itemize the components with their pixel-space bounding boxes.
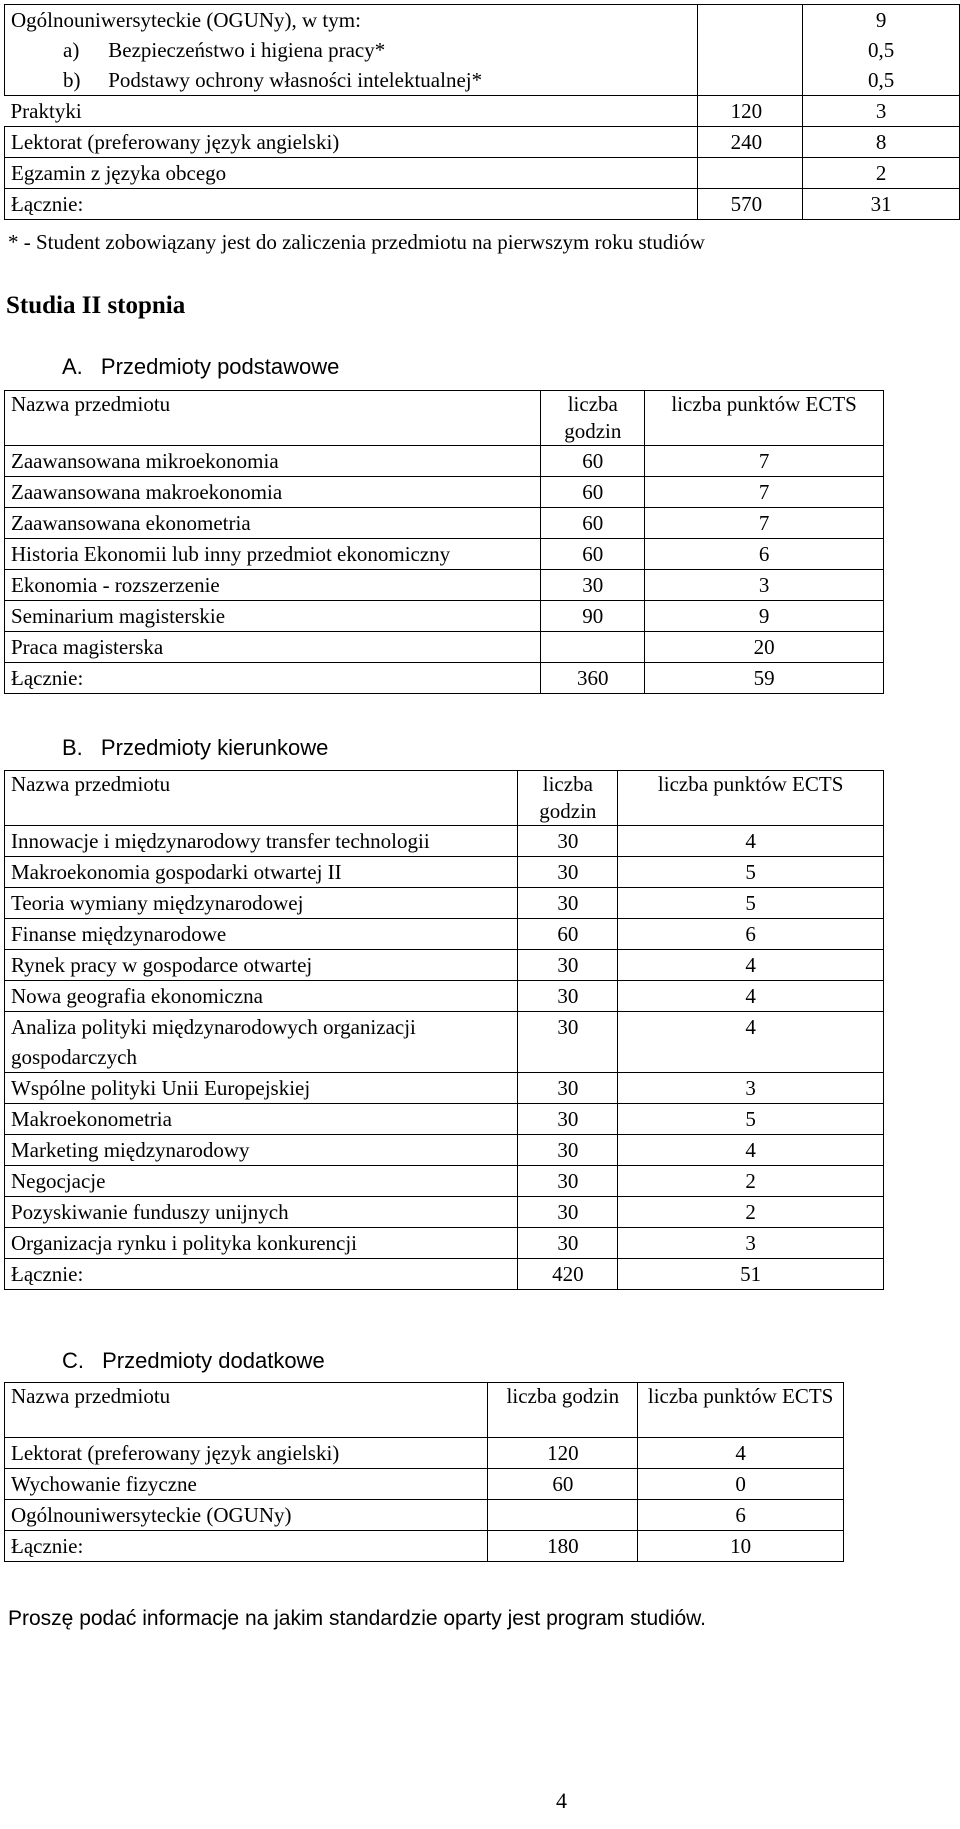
table-row xyxy=(5,663,884,694)
section-c-table xyxy=(4,1382,844,1562)
sub-label: b) xyxy=(63,68,81,92)
cell-name xyxy=(5,35,698,65)
cell-name: Łącznie: xyxy=(5,189,698,220)
table-row xyxy=(5,826,884,857)
cell-name: Zaawansowana mikroekonomia xyxy=(5,446,541,477)
cell-name xyxy=(5,65,698,96)
cell-ects: 5 xyxy=(618,857,884,888)
cell-ects: 0,5 xyxy=(803,65,960,96)
page-number: 4 xyxy=(556,1788,567,1813)
section-a-table xyxy=(4,390,884,694)
cell-ects: 3 xyxy=(645,570,884,601)
table-row xyxy=(5,1166,884,1197)
cell-hours: 30 xyxy=(518,1228,618,1259)
table-row xyxy=(5,539,884,570)
section-b-table xyxy=(4,770,884,1290)
cell-hours: 180 xyxy=(488,1531,638,1562)
cell-name: Ogólnouniwersyteckie (OGUNy) xyxy=(5,1500,488,1531)
cell-name: Łącznie: xyxy=(5,663,541,694)
table-row xyxy=(5,96,960,127)
cell-hours: 240 xyxy=(698,127,803,158)
cell-hours: 120 xyxy=(488,1438,638,1469)
header-name: Nazwa przedmiotu xyxy=(5,391,541,446)
cell-name: Łącznie: xyxy=(5,1259,518,1290)
cell-name: Marketing międzynarodowy xyxy=(5,1135,518,1166)
cell-hours: 30 xyxy=(518,826,618,857)
cell-name: Makroekonometria xyxy=(5,1104,518,1135)
header-ects: liczba punktów ECTS xyxy=(638,1383,844,1438)
cell-ects: 5 xyxy=(618,888,884,919)
cell-ects: 4 xyxy=(618,1135,884,1166)
cell-ects: 2 xyxy=(803,158,960,189)
section-title: Przedmioty dodatkowe xyxy=(102,1348,325,1373)
table-row xyxy=(5,1104,884,1135)
cell-name: Lektorat (preferowany język angielski) xyxy=(5,1438,488,1469)
table-row xyxy=(5,1228,884,1259)
level-heading: Studia II stopnia xyxy=(6,292,186,319)
cell-hours xyxy=(698,5,803,36)
table-row xyxy=(5,1012,884,1073)
table-row xyxy=(5,601,884,632)
cell-hours xyxy=(698,158,803,189)
cell-name: Wychowanie fizyczne xyxy=(5,1469,488,1500)
table-header-row xyxy=(5,771,884,826)
table-row xyxy=(5,570,884,601)
cell-ects: 4 xyxy=(618,826,884,857)
cell-hours xyxy=(698,35,803,65)
table-row xyxy=(5,1197,884,1228)
cell-hours: 60 xyxy=(541,539,645,570)
table-row xyxy=(5,888,884,919)
cell-name: Wspólne polityki Unii Europejskiej xyxy=(5,1073,518,1104)
table-row xyxy=(5,1135,884,1166)
cell-name: Seminarium magisterskie xyxy=(5,601,541,632)
program-note: Proszę podać informacje na jakim standardzie oparty jest program studiów. xyxy=(8,1607,707,1630)
sub-name: Bezpieczeństwo i higiena pracy* xyxy=(108,38,386,62)
cell-ects: 7 xyxy=(645,508,884,539)
section-title: Przedmioty podstawowe xyxy=(100,354,340,379)
cell-ects: 9 xyxy=(645,601,884,632)
cell-hours: 420 xyxy=(518,1259,618,1290)
cell-hours: 60 xyxy=(518,919,618,950)
cell-name: Zaawansowana makroekonomia xyxy=(5,477,541,508)
cell-hours: 30 xyxy=(518,1166,618,1197)
cell-ects: 0 xyxy=(638,1469,844,1500)
table-header-row xyxy=(5,391,884,446)
section-c-heading xyxy=(62,1348,325,1374)
cell-name: Teoria wymiany międzynarodowej xyxy=(5,888,518,919)
table-row xyxy=(5,632,884,663)
cell-ects: 51 xyxy=(618,1259,884,1290)
table-row xyxy=(5,950,884,981)
cell-ects: 9 xyxy=(803,5,960,36)
cell-hours: 570 xyxy=(698,189,803,220)
table-row xyxy=(5,857,884,888)
cell-ects: 4 xyxy=(638,1438,844,1469)
top-table xyxy=(4,4,960,220)
table-row xyxy=(5,1073,884,1104)
table-row xyxy=(5,5,960,36)
cell-hours: 90 xyxy=(541,601,645,632)
cell-name: Nowa geografia ekonomiczna xyxy=(5,981,518,1012)
cell-name: Analiza polityki międzynarodowych organizacji gospodarczych xyxy=(5,1012,518,1073)
cell-ects: 6 xyxy=(645,539,884,570)
table-row xyxy=(5,1259,884,1290)
cell-hours: 30 xyxy=(518,950,618,981)
cell-name: Makroekonomia gospodarki otwartej II xyxy=(5,857,518,888)
cell-hours: 30 xyxy=(518,857,618,888)
cell-ects: 31 xyxy=(803,189,960,220)
cell-hours: 120 xyxy=(698,96,803,127)
cell-hours: 60 xyxy=(541,446,645,477)
cell-name: Lektorat (preferowany język angielski) xyxy=(5,127,698,158)
cell-hours: 30 xyxy=(541,570,645,601)
cell-name: Praca magisterska xyxy=(5,632,541,663)
cell-ects: 2 xyxy=(618,1197,884,1228)
cell-name: Łącznie: xyxy=(5,1531,488,1562)
cell-name: Pozyskiwanie funduszy unijnych xyxy=(5,1197,518,1228)
cell-hours: 30 xyxy=(518,1197,618,1228)
table-row xyxy=(5,65,960,96)
cell-name: Ogólnouniwersyteckie (OGUNy), w tym: xyxy=(5,5,698,36)
header-hours: liczba godzin xyxy=(488,1383,638,1438)
cell-ects: 4 xyxy=(618,1012,884,1073)
section-b-heading xyxy=(62,735,328,761)
cell-name: Zaawansowana ekonometria xyxy=(5,508,541,539)
cell-ects: 3 xyxy=(618,1228,884,1259)
header-hours: liczba godzin xyxy=(518,771,618,826)
table-row xyxy=(5,189,960,220)
table-row xyxy=(5,1531,844,1562)
table-row xyxy=(5,35,960,65)
cell-name: Negocjacje xyxy=(5,1166,518,1197)
table-row xyxy=(5,1469,844,1500)
cell-ects: 20 xyxy=(645,632,884,663)
cell-hours: 30 xyxy=(518,888,618,919)
section-title: Przedmioty kierunkowe xyxy=(100,735,329,760)
cell-hours: 60 xyxy=(488,1469,638,1500)
section-letter: C. xyxy=(62,1348,84,1373)
cell-name: Ekonomia - rozszerzenie xyxy=(5,570,541,601)
cell-hours: 60 xyxy=(541,508,645,539)
cell-ects: 59 xyxy=(645,663,884,694)
cell-hours: 30 xyxy=(518,1135,618,1166)
section-letter: A. xyxy=(62,354,83,379)
cell-hours: 60 xyxy=(541,477,645,508)
header-name: Nazwa przedmiotu xyxy=(5,771,518,826)
table-row xyxy=(5,127,960,158)
section-letter: B. xyxy=(62,735,83,760)
table-row xyxy=(5,919,884,950)
header-hours: liczba godzin xyxy=(541,391,645,446)
cell-ects: 0,5 xyxy=(803,35,960,65)
sub-label: a) xyxy=(63,38,80,62)
cell-ects: 10 xyxy=(638,1531,844,1562)
table-row xyxy=(5,1438,844,1469)
cell-name: Organizacja rynku i polityka konkurencji xyxy=(5,1228,518,1259)
cell-hours: 30 xyxy=(518,1012,618,1073)
cell-ects: 4 xyxy=(618,981,884,1012)
header-name: Nazwa przedmiotu xyxy=(5,1383,488,1438)
cell-name: Historia Ekonomii lub inny przedmiot ekonomiczny xyxy=(5,539,541,570)
table-row xyxy=(5,1500,844,1531)
cell-ects: 4 xyxy=(618,950,884,981)
footnote: * - Student zobowiązany jest do zaliczenia przedmiotu na pierwszym roku studiów xyxy=(8,230,705,254)
cell-hours xyxy=(541,632,645,663)
cell-hours: 30 xyxy=(518,981,618,1012)
cell-ects: 2 xyxy=(618,1166,884,1197)
table-row xyxy=(5,446,884,477)
section-a-heading xyxy=(62,354,339,380)
cell-hours xyxy=(488,1500,638,1531)
cell-ects: 8 xyxy=(803,127,960,158)
header-ects: liczba punktów ECTS xyxy=(645,391,884,446)
cell-name: Egzamin z języka obcego xyxy=(5,158,698,189)
cell-hours xyxy=(698,65,803,96)
table-header-row xyxy=(5,1383,844,1438)
sub-name: Podstawy ochrony własności intelektualnej* xyxy=(108,68,483,92)
table-row xyxy=(5,981,884,1012)
table-row xyxy=(5,508,884,539)
cell-name: Finanse międzynarodowe xyxy=(5,919,518,950)
cell-hours: 30 xyxy=(518,1104,618,1135)
table-row xyxy=(5,477,884,508)
cell-ects: 3 xyxy=(803,96,960,127)
table-row xyxy=(5,158,960,189)
cell-ects: 3 xyxy=(618,1073,884,1104)
cell-ects: 5 xyxy=(618,1104,884,1135)
header-ects: liczba punktów ECTS xyxy=(618,771,884,826)
cell-ects: 6 xyxy=(618,919,884,950)
cell-name: Rynek pracy w gospodarce otwartej xyxy=(5,950,518,981)
cell-name: Praktyki xyxy=(5,96,698,127)
cell-hours: 360 xyxy=(541,663,645,694)
cell-name: Innowacje i międzynarodowy transfer technologii xyxy=(5,826,518,857)
cell-hours: 30 xyxy=(518,1073,618,1104)
cell-ects: 7 xyxy=(645,477,884,508)
cell-ects: 7 xyxy=(645,446,884,477)
cell-ects: 6 xyxy=(638,1500,844,1531)
